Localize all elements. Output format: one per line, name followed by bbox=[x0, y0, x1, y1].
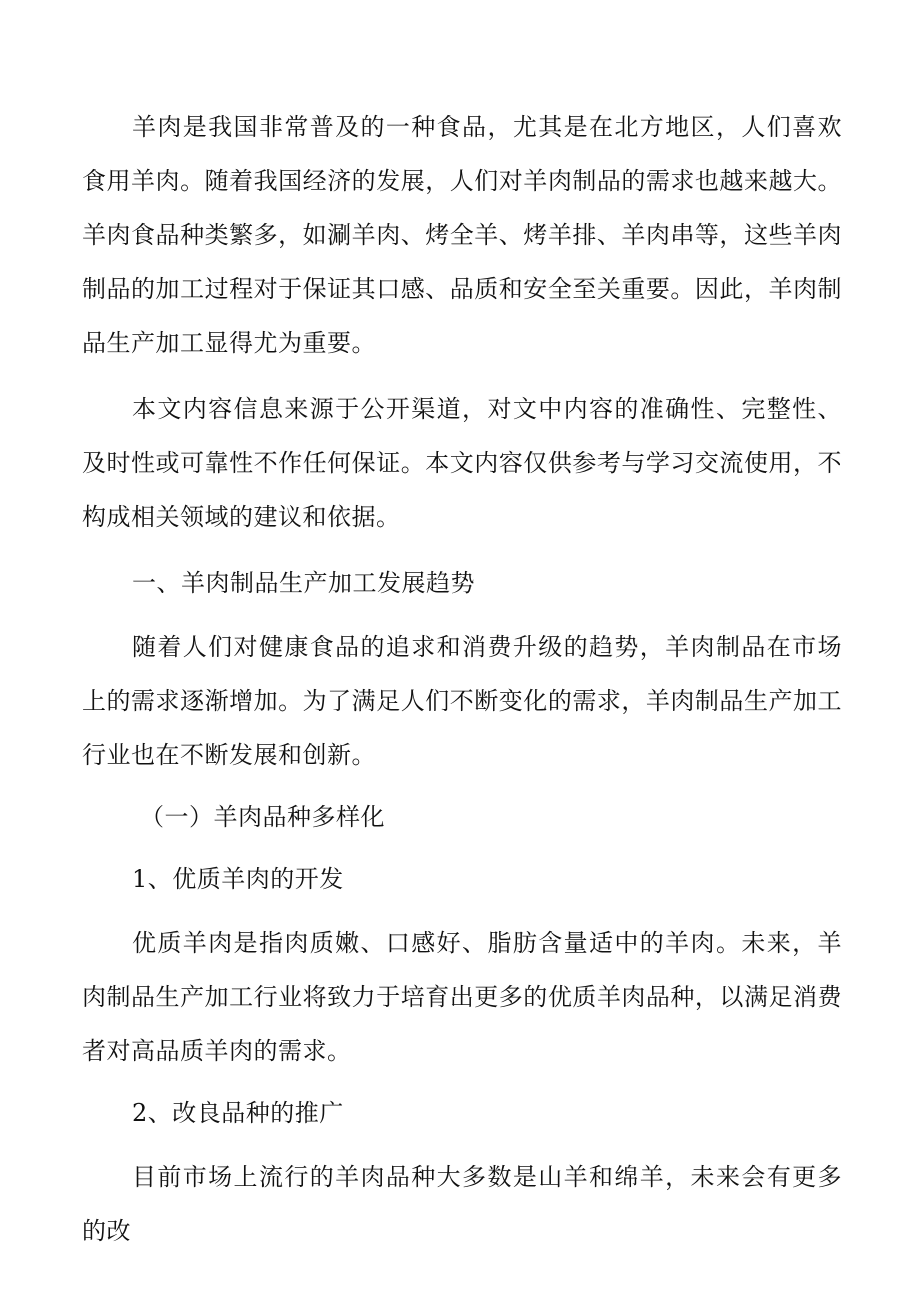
subsection-heading-variety: （一）羊肉品种多样化 bbox=[140, 803, 385, 831]
intro-paragraph: 羊肉是我国非常普及的一种食品，尤其是在北方地区，人们喜欢食用羊肉。随着我国经济的发展，人们对羊肉制品的需求也越来越大。羊肉食品种类繁多，如涮羊肉、烤全羊、烤羊排、羊肉串等，这些羊肉制品的加工过程对于保证其口感、品质和安全至关重要。因此，羊肉制品生产加工显得尤为重要。 bbox=[82, 113, 842, 357]
section-heading-trends: 一、羊肉制品生产加工发展趋势 bbox=[132, 569, 475, 597]
quality-mutton-paragraph: 优质羊肉是指肉质嫩、口感好、脂肪含量适中的羊肉。未来，羊肉制品生产加工行业将致力于培育出更多的优质羊肉品种，以满足消费者对高品质羊肉的需求。 bbox=[82, 929, 842, 1065]
item-heading-quality-mutton: 1、优质羊肉的开发 bbox=[132, 865, 344, 893]
trends-paragraph: 随着人们对健康食品的追求和消费升级的趋势，羊肉制品在市场上的需求逐渐增加。为了满足人们不断变化的需求，羊肉制品生产加工行业也在不断发展和创新。 bbox=[82, 633, 842, 769]
improved-breeds-paragraph: 目前市场上流行的羊肉品种大多数是山羊和绵羊，未来会有更多的改 bbox=[82, 1163, 842, 1245]
disclaimer-paragraph: 本文内容信息来源于公开渠道，对文中内容的准确性、完整性、及时性或可靠性不作任何保证。本文内容仅供参考与学习交流使用，不构成相关领域的建议和依据。 bbox=[82, 395, 842, 531]
item-heading-improved-breeds: 2、改良品种的推广 bbox=[132, 1099, 344, 1127]
